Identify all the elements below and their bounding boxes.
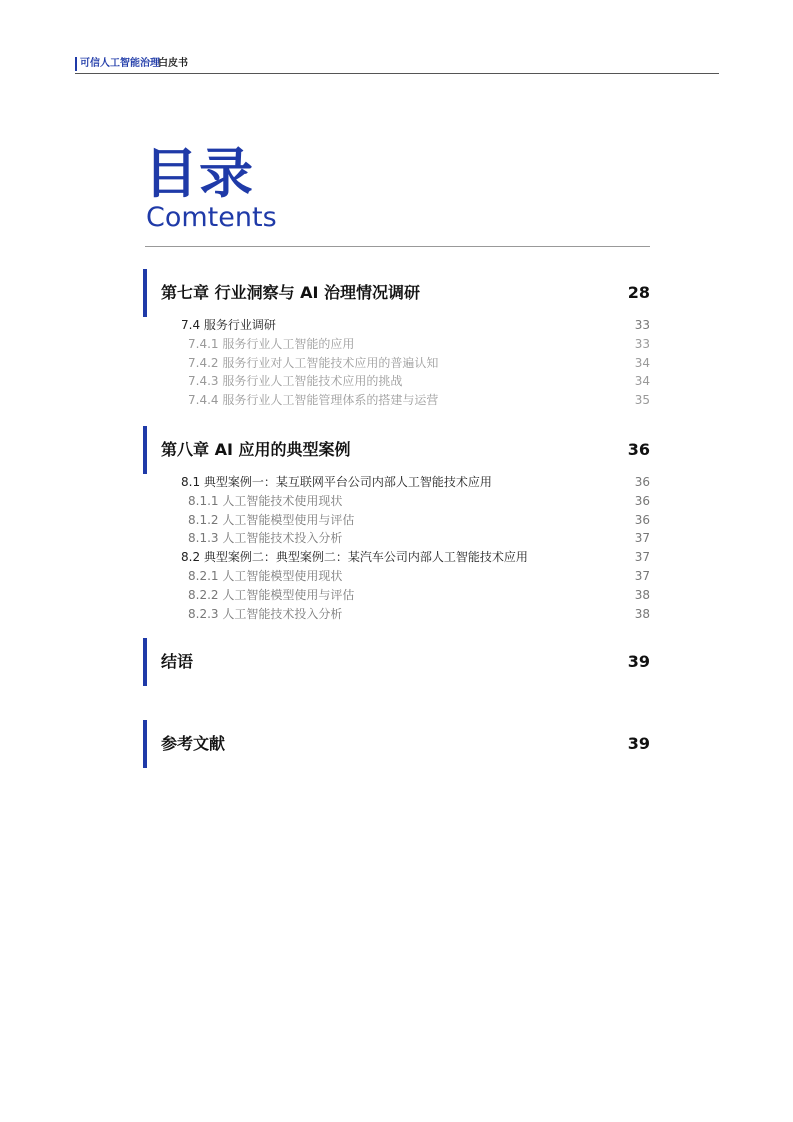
entry-page: 37 [634,569,650,583]
entry-text: 7.4.4 服务行业人工智能管理体系的搭建与运营 [188,393,439,407]
toc-subsection[interactable] [0,529,650,547]
toc-subsection[interactable] [0,586,650,604]
page-title: 目录 [144,142,254,205]
entry-page: 36 [634,513,650,527]
entry-page: 34 [634,356,650,370]
toc-section[interactable] [0,316,650,334]
toc-subsection[interactable] [0,372,650,390]
entry-page: 38 [634,588,650,602]
header-rule [75,73,719,74]
entry-text: 8.1.1 人工智能技术使用现状 [188,494,343,508]
chapter-page: 39 [627,652,650,671]
entry-page: 35 [634,393,650,407]
chapter-accent-bar [143,269,147,317]
entry-text: 8.1.2 人工智能模型使用与评估 [188,513,355,527]
entry-page: 38 [634,607,650,621]
entry-text: 7.4.2 服务行业对人工智能技术应用的普遍认知 [188,356,439,370]
chapter-page: 39 [627,734,650,753]
chapter-title: 第七章 行业洞察与 AI 治理情况调研 [161,283,421,302]
entry-text: 8.2.3 人工智能技术投入分析 [188,607,343,621]
entry-text: 8.1 典型案例一：某互联网平台公司内部人工智能技术应用 [181,475,492,489]
chapter-page: 28 [627,283,650,302]
header-brand: 可信人工智能治理 [80,58,160,69]
toc-subsection[interactable] [0,511,650,529]
chapter-title: 参考文献 [161,734,226,753]
entry-text: 8.2 典型案例二：典型案例二：某汽车公司内部人工智能技术应用 [181,550,528,564]
entry-page: 34 [634,374,650,388]
entry-text: 7.4 服务行业调研 [181,318,276,332]
chapter-accent-bar [143,638,147,686]
title-divider [145,246,650,247]
chapter-page: 36 [627,440,650,459]
header-suffix: 白皮书 [158,58,188,69]
entry-page: 37 [634,531,650,545]
toc-subsection[interactable] [0,335,650,353]
header-accent-bar [75,57,77,71]
entry-page: 36 [634,475,650,489]
entry-page: 33 [634,318,650,332]
entry-text: 7.4.1 服务行业人工智能的应用 [188,337,355,351]
toc-subsection[interactable] [0,492,650,510]
entry-page: 36 [634,494,650,508]
entry-page: 37 [634,550,650,564]
toc-section[interactable] [0,473,650,491]
entry-page: 33 [634,337,650,351]
entry-text: 8.2.2 人工智能模型使用与评估 [188,588,355,602]
chapter-accent-bar [143,720,147,768]
entry-text: 7.4.3 服务行业人工智能技术应用的挑战 [188,374,403,388]
toc-section[interactable] [0,548,650,566]
entry-text: 8.2.1 人工智能模型使用现状 [188,569,343,583]
toc-subsection[interactable] [0,605,650,623]
chapter-title: 第八章 AI 应用的典型案例 [161,440,351,459]
page-subtitle: Comtents [146,202,277,233]
chapter-accent-bar [143,426,147,474]
toc-subsection[interactable] [0,567,650,585]
toc-subsection[interactable] [0,391,650,409]
toc-subsection[interactable] [0,354,650,372]
running-header [75,55,719,75]
entry-text: 8.1.3 人工智能技术投入分析 [188,531,343,545]
chapter-title: 结语 [161,652,194,671]
